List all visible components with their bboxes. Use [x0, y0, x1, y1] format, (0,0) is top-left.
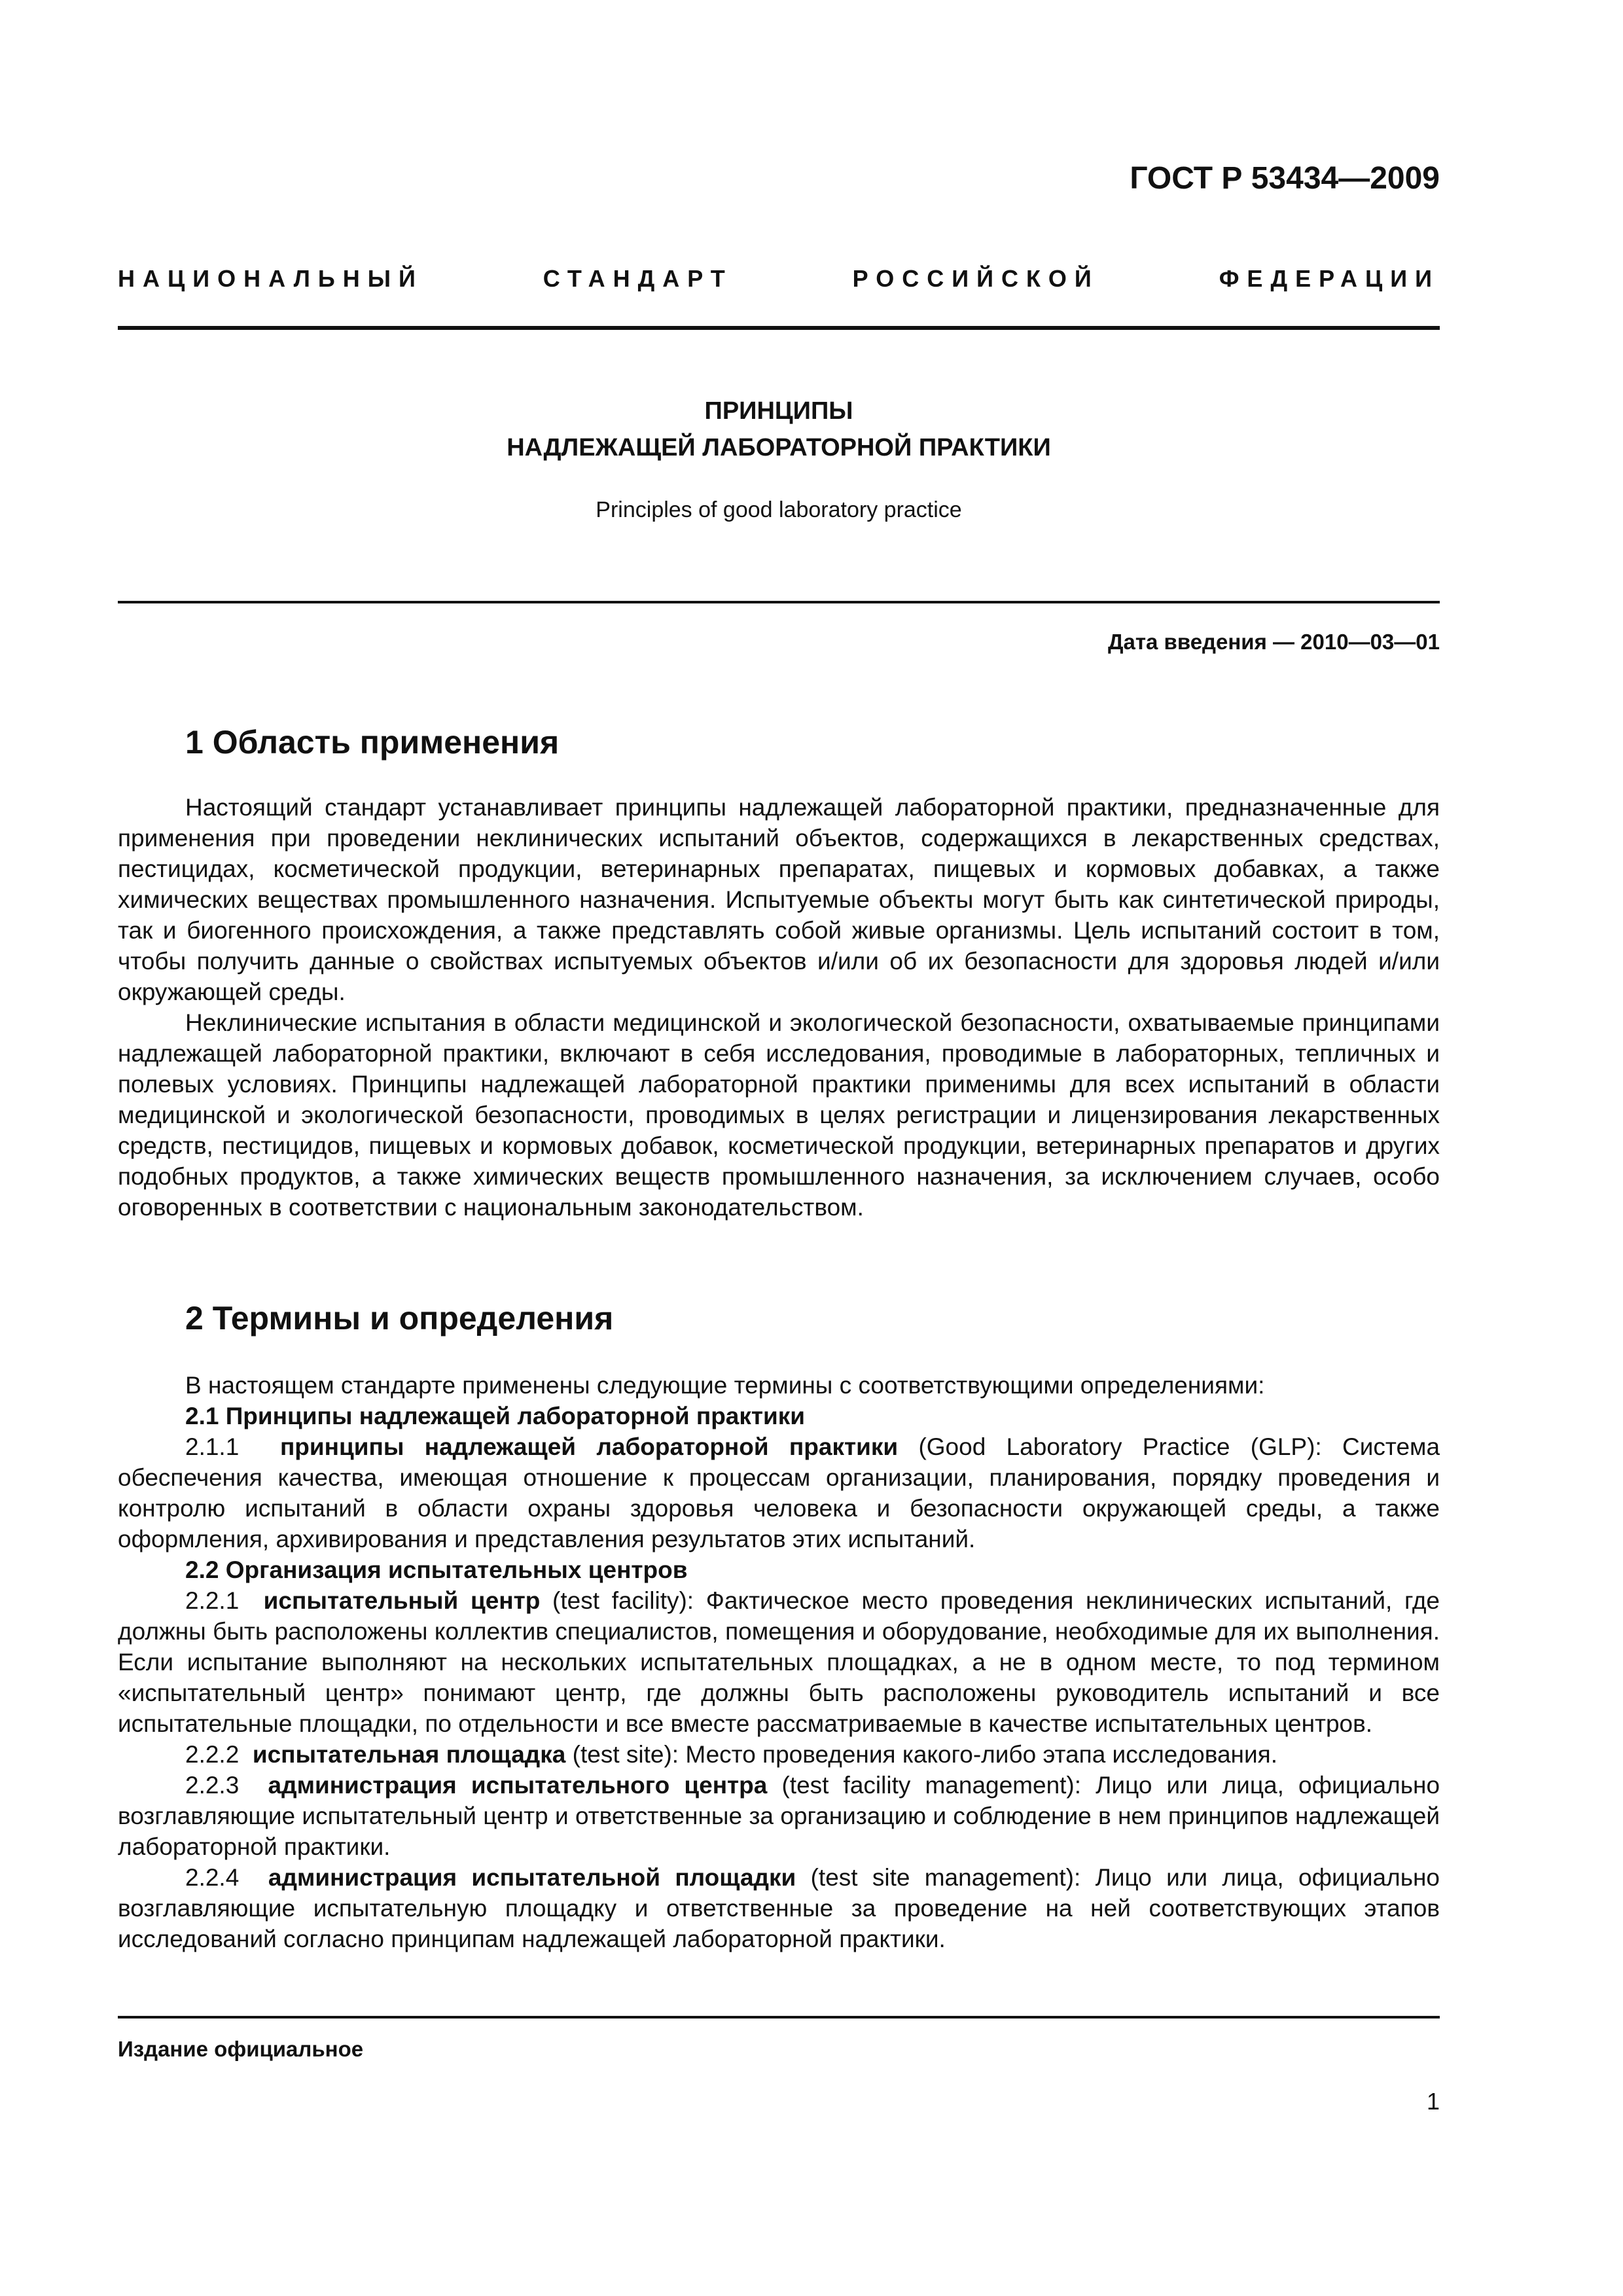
document-title-line1: ПРИНЦИПЫ [704, 397, 853, 425]
footer-divider [118, 2016, 1440, 2018]
section-1-body [118, 792, 1440, 1223]
term-2-2-3: 2.2.3 администрация испытательного центра (test facility management): Лицо или лица, официально возглавляющие испытательный центр и ответственные за организацию и соблюдение в нем принципов надлежащей лабораторной практики. [118, 1772, 1440, 1860]
section-2-body [118, 1370, 1440, 1954]
term-2-1-1: 2.1.1 принципы надлежащей лабораторной практики (Good Laboratory Practice (GLP): Система обеспечения качества, имеющая отношение к процессам организации, планирования, порядку проведения и контролю испытаний в области охраны здоровья человека и безопасности окружающей среды, а также оформления, архивирования и представления результатов этих испытаний. [118, 1433, 1440, 1552]
term-2-2-1: 2.2.1 испытательный центр (test facility): Фактическое место проведения неклинических испытаний, где должны быть расположены коллектив специалистов, помещения и оборудование, необходимые для их выполнения. Если испытание выполняют на нескольких испытательных площадках, а не в одном месте, то под термином «испытательный центр» понимают центр, где должны быть расположены руководитель испытаний и все испытательные площадки, по отдельности и все вместе рассматриваемые в качестве испытательных центров. [118, 1587, 1440, 1737]
document-title-english: Principles of good laboratory practice [596, 497, 962, 522]
title-divider [118, 601, 1440, 603]
term-2-2-4: 2.2.4 администрация испытательной площадки (test site management): Лицо или лица, официально возглавляющие испытательную площадку и ответственные за проведение на ней соответствующих этапов исследований согласно принципам надлежащей лабораторной практики. [118, 1864, 1440, 1952]
section-1-heading: 1 Область применения [185, 724, 560, 761]
official-edition-label: Издание официальное [118, 2037, 364, 2061]
standard-code: ГОСТ Р 53434—2009 [1130, 161, 1440, 196]
header-divider [118, 326, 1440, 330]
subsection-2-2-heading: 2.2 Организация испытательных центров [185, 1556, 688, 1583]
section-1-paragraph-1: Настоящий стандарт устанавливает принципы надлежащей лабораторной практики, предназначенные для применения при проведении неклинических испытаний объектов, содержащихся в лекарственных средствах, пестицидах, косметической продукции, ветеринарных препаратах, пищевых и кормовых добавках, а также химических веществах промышленного назначения. Испытуемые объекты могут быть как синтетической природы, так и биогенного происхождения, а также представлять собой живые организмы. Цель испытаний состоит в том, чтобы получить данные о свойствах испытуемых объектов и/или об их безопасности для здоровья людей и/или окружающей среды. [118, 794, 1440, 1005]
subsection-2-1-heading: 2.1 Принципы надлежащей лабораторной практики [185, 1403, 806, 1429]
section-2-heading: 2 Термины и определения [185, 1300, 614, 1336]
term-2-2-2: 2.2.2 испытательная площадка (test site): Место проведения какого-либо этапа исследования. [185, 1741, 1277, 1768]
section-1-paragraph-2: Неклинические испытания в области медицинской и экологической безопасности, охватываемые принципами надлежащей лабораторной практики, включают в себя исследования, проводимые в лабораторных, тепличных и полевых условиях. Принципы надлежащей лабораторной практики применимы для всех испытаний в области медицинской и экологической безопасности, проводимых в целях регистрации и лицензирования лекарственных средств, пестицидов, пищевых и кормовых добавок, косметической продукции, ветеринарных препаратов и других подобных продуктов, а также химических веществ промышленного назначения, за исключением случаев, особо оговоренных в соответствии с национальным законодательством. [118, 1009, 1440, 1221]
document-title-line2: НАДЛЕЖАЩЕЙ ЛАБОРАТОРНОЙ ПРАКТИКИ [507, 434, 1051, 461]
document-title [118, 393, 1440, 466]
introduction-date: Дата введения — 2010—03—01 [1108, 630, 1440, 654]
national-standard-title: НАЦИОНАЛЬНЫЙ СТАНДАРТ РОССИЙСКОЙ ФЕДЕРАЦИИ [118, 265, 1440, 292]
page-number: 1 [1426, 2088, 1440, 2115]
section-2-intro: В настоящем стандарте применены следующие термины с соответствующими определениями: [185, 1372, 1265, 1399]
